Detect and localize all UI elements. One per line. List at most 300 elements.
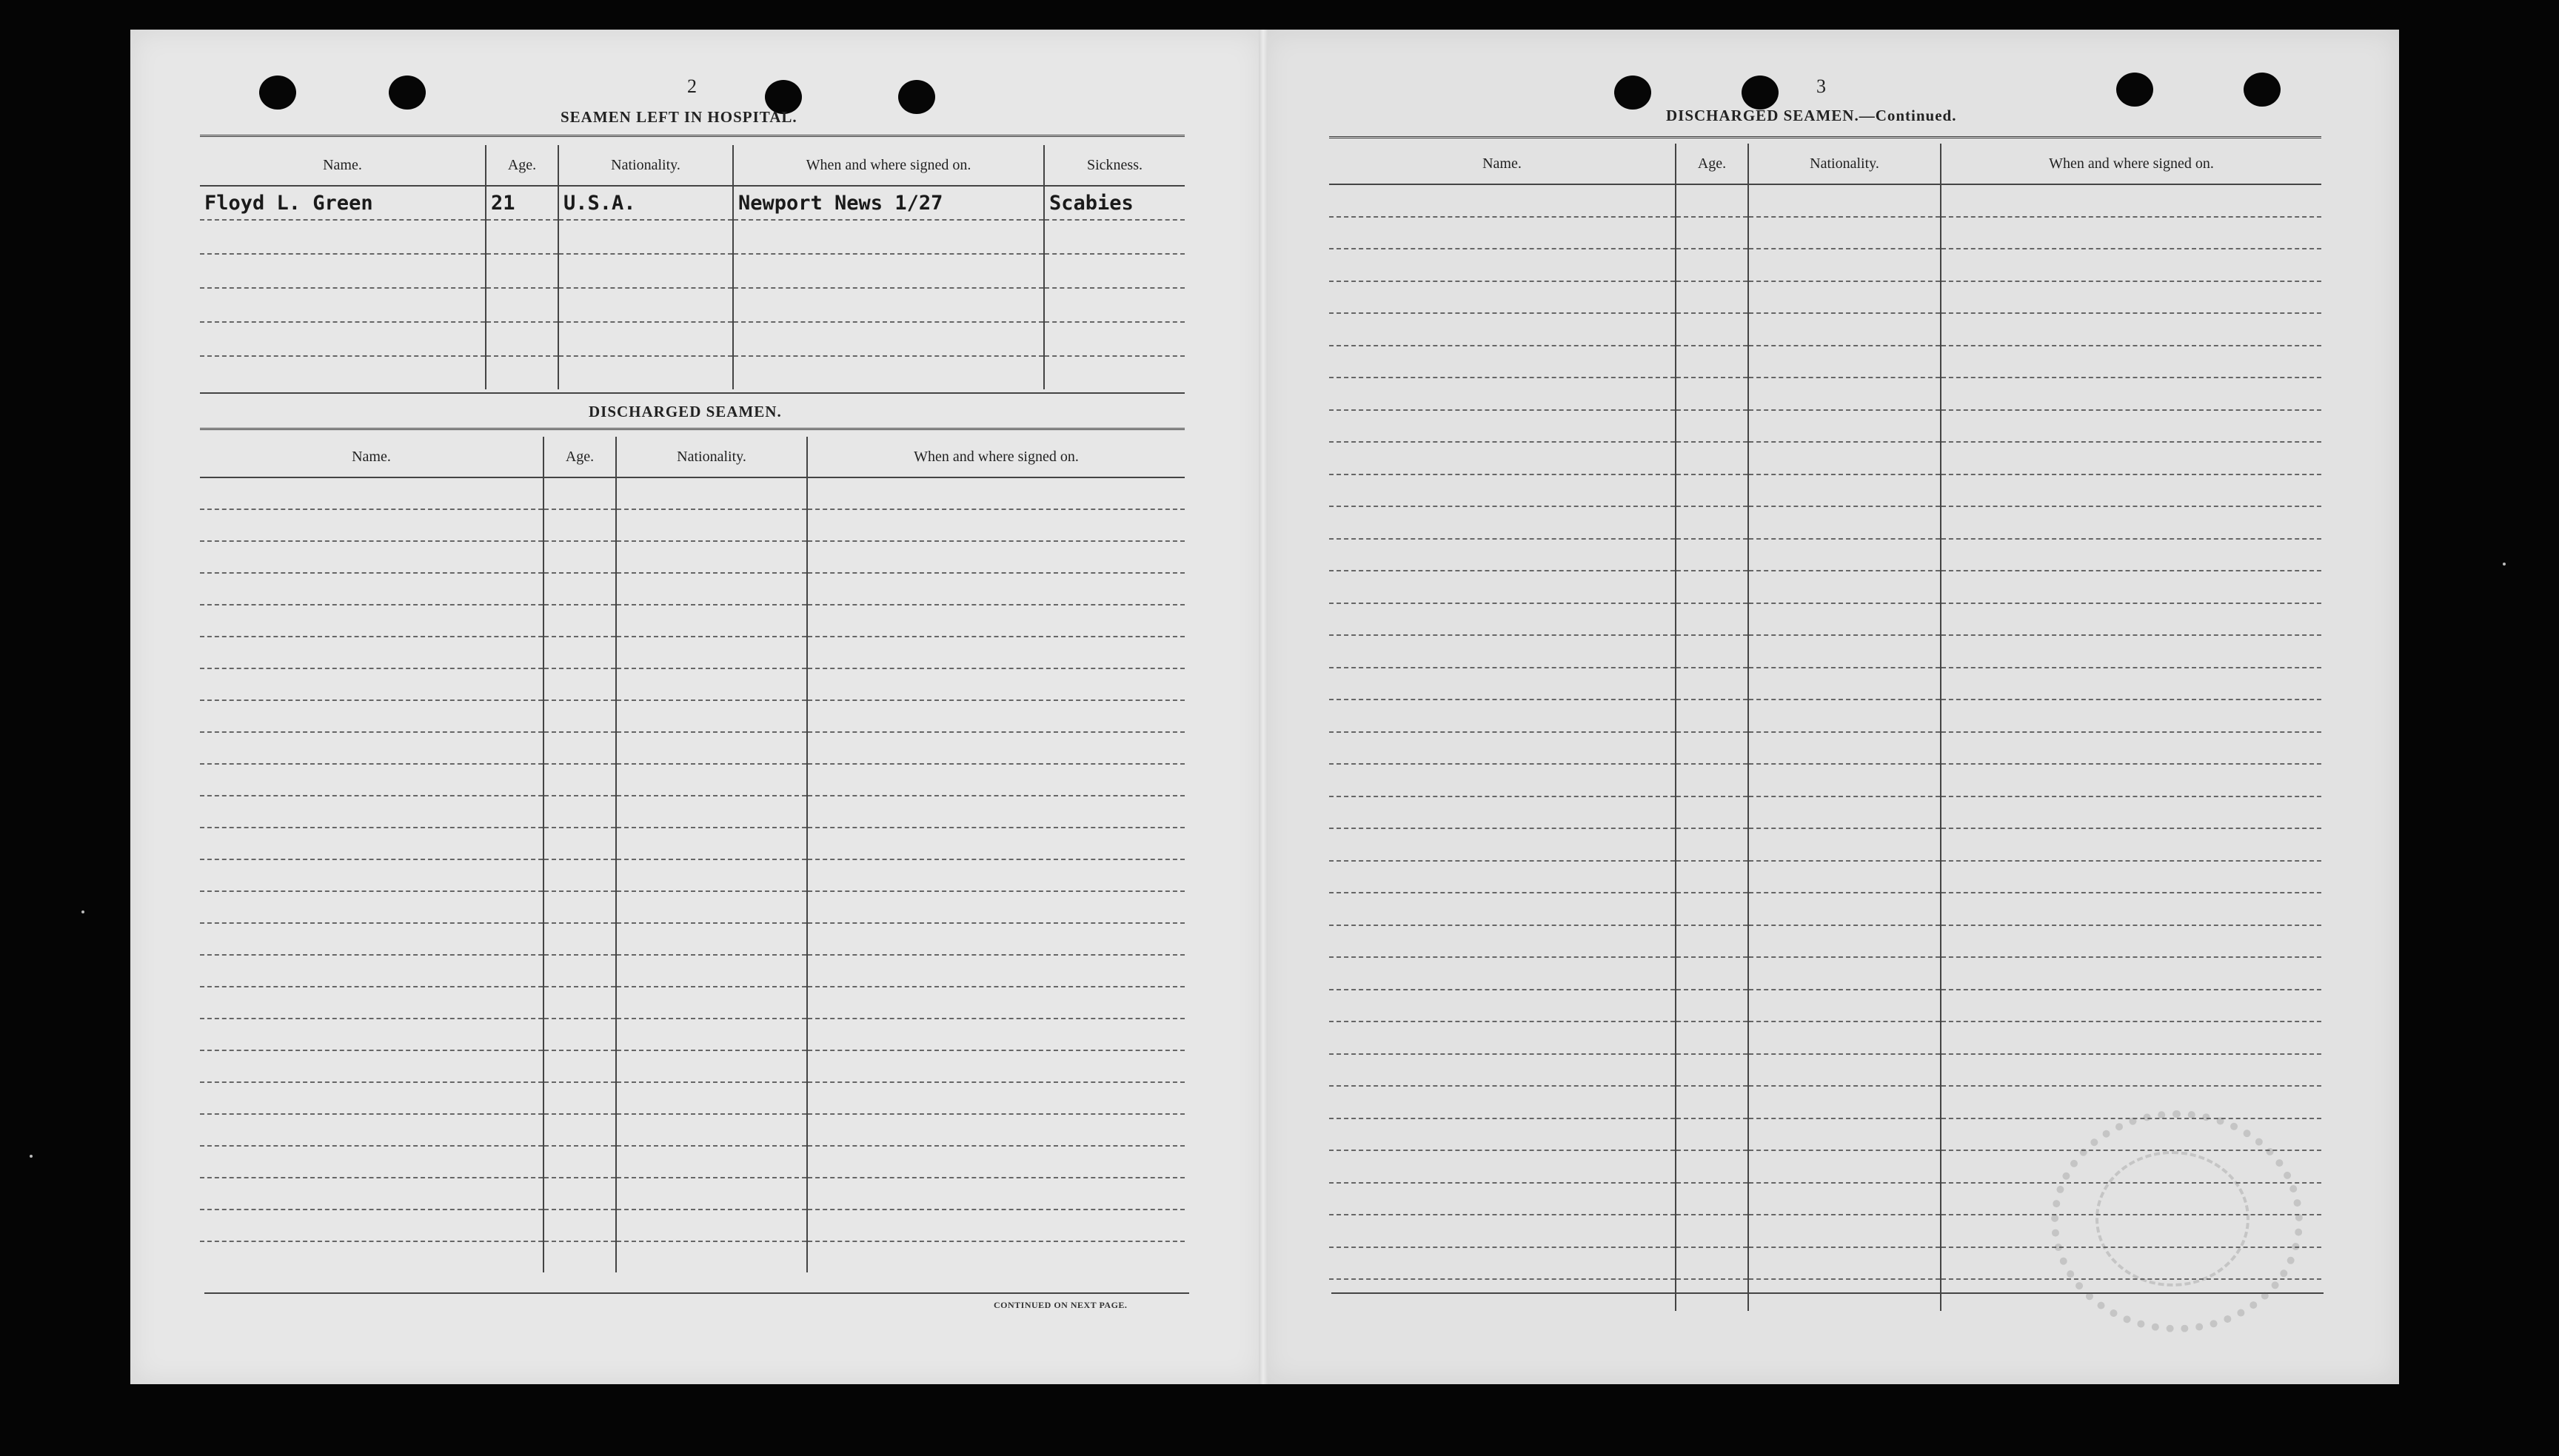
table-row (200, 637, 1185, 668)
page-number: 3 (1816, 76, 1826, 97)
table-cell (1329, 1247, 1676, 1280)
table-cell (1748, 506, 1941, 539)
table-cell (1329, 861, 1676, 893)
hospital-table (200, 145, 1185, 389)
table-cell (200, 1210, 543, 1241)
table-cell (486, 322, 558, 356)
table-row (200, 1178, 1185, 1210)
table-cell (807, 1241, 1185, 1272)
table-row (200, 1082, 1185, 1114)
table-cell (1329, 1054, 1676, 1087)
column-header: Nationality. (1748, 144, 1941, 184)
table-cell (1329, 893, 1676, 925)
table-cell (616, 700, 807, 732)
column-header: Name. (200, 437, 543, 477)
table-cell (1676, 474, 1748, 507)
table-row (200, 1146, 1185, 1178)
table-cell (1329, 1021, 1676, 1054)
table-cell (1676, 700, 1748, 732)
table-cell (1676, 249, 1748, 281)
table-cell (1676, 990, 1748, 1022)
table-cell (1748, 668, 1941, 700)
table-cell (807, 1019, 1185, 1050)
table-cell (1941, 796, 2321, 829)
table-cell (1676, 1150, 1748, 1183)
table-cell (1329, 635, 1676, 668)
table-cell (558, 288, 733, 322)
table-cell (200, 605, 543, 637)
table-cell (543, 477, 616, 509)
table-row (1329, 668, 2321, 700)
table-cell (200, 955, 543, 987)
table-cell (1329, 1150, 1676, 1183)
table-cell (200, 1114, 543, 1146)
table-cell (733, 254, 1044, 288)
table-cell (543, 605, 616, 637)
table-cell (543, 541, 616, 573)
table-cell (616, 1082, 807, 1114)
table-row (200, 477, 1185, 509)
table-cell (1941, 732, 2321, 765)
table-cell (558, 322, 733, 356)
table-cell (1748, 635, 1941, 668)
table-cell (807, 732, 1185, 764)
table-cell (1748, 957, 1941, 990)
table-cell (807, 859, 1185, 891)
table-cell (1044, 288, 1185, 322)
table-row (200, 356, 1185, 389)
table-cell (1329, 957, 1676, 990)
table-cell (1676, 313, 1748, 346)
table-row (200, 186, 1185, 220)
table-cell (1941, 217, 2321, 249)
punch-hole-icon (1614, 76, 1651, 110)
table-cell: Scabies (1044, 186, 1185, 220)
table-cell (200, 700, 543, 732)
table-row (200, 288, 1185, 322)
table-cell (616, 1019, 807, 1050)
table-cell (558, 220, 733, 254)
table-cell (1748, 1086, 1941, 1118)
table-cell (807, 605, 1185, 637)
table-cell (558, 254, 733, 288)
table-row (200, 1210, 1185, 1241)
table-cell (1748, 1150, 1941, 1183)
table-cell (1941, 925, 2321, 958)
table-cell (807, 828, 1185, 859)
table-cell (486, 220, 558, 254)
table-cell (616, 668, 807, 700)
table-cell (616, 1114, 807, 1146)
table-cell (1748, 1215, 1941, 1247)
table-cell (200, 668, 543, 700)
table-cell (1676, 1054, 1748, 1087)
table-cell (733, 220, 1044, 254)
table-row (200, 987, 1185, 1019)
table-cell: Floyd L. Green (200, 186, 486, 220)
column-header: Sickness. (1044, 145, 1185, 186)
table-cell (200, 573, 543, 605)
table-cell (807, 923, 1185, 955)
table-row (1329, 346, 2321, 378)
table-row (1329, 184, 2321, 217)
table-cell (1941, 635, 2321, 668)
table-row (1329, 410, 2321, 443)
table-row (1329, 828, 2321, 861)
table-cell (543, 955, 616, 987)
table-cell (1329, 474, 1676, 507)
table-cell (616, 605, 807, 637)
punch-hole-icon (1742, 76, 1779, 110)
table-cell (807, 1050, 1185, 1082)
table-cell (1941, 313, 2321, 346)
table-row (1329, 861, 2321, 893)
table-cell (543, 923, 616, 955)
table-cell (1941, 249, 2321, 281)
table-cell (1676, 1118, 1748, 1151)
table-cell (1044, 220, 1185, 254)
table-cell (1676, 506, 1748, 539)
table-cell (1748, 184, 1941, 217)
table-cell (1676, 184, 1748, 217)
table-cell (807, 955, 1185, 987)
table-cell (543, 891, 616, 923)
table-cell (807, 1146, 1185, 1178)
table-row (1329, 732, 2321, 765)
table-cell (807, 700, 1185, 732)
table-cell (200, 254, 486, 288)
table-cell (616, 764, 807, 796)
table-cell (1329, 1086, 1676, 1118)
table-cell (543, 509, 616, 541)
table-cell (543, 828, 616, 859)
table-row (200, 764, 1185, 796)
table-cell (1329, 668, 1676, 700)
table-cell (200, 828, 543, 859)
table-cell (543, 1146, 616, 1178)
table-cell (1044, 254, 1185, 288)
table-cell (1329, 249, 1676, 281)
punch-hole-icon (2116, 73, 2153, 107)
table-cell (1329, 1279, 1676, 1311)
table-row (1329, 635, 2321, 668)
table-cell (1676, 796, 1748, 829)
table-cell (1941, 346, 2321, 378)
table-row (200, 923, 1185, 955)
table-cell (1748, 700, 1941, 732)
table-cell (1044, 322, 1185, 356)
table-cell (1748, 1279, 1941, 1311)
table-cell (1748, 378, 1941, 410)
table-cell (807, 1178, 1185, 1210)
table-cell (807, 668, 1185, 700)
table-cell (1676, 1279, 1748, 1311)
column-header: Age. (543, 437, 616, 477)
punch-hole-icon (2244, 73, 2281, 107)
table-cell (1329, 217, 1676, 249)
table-cell (1748, 796, 1941, 829)
table-cell (1676, 1086, 1748, 1118)
table-cell (1748, 281, 1941, 314)
table-cell (1329, 506, 1676, 539)
table-cell (200, 891, 543, 923)
table-cell (1748, 1247, 1941, 1280)
table-cell (1941, 474, 2321, 507)
table-cell (1329, 828, 1676, 861)
divider (1329, 136, 2321, 141)
table-cell (1748, 313, 1941, 346)
table-cell (486, 254, 558, 288)
table-cell (807, 1114, 1185, 1146)
faded-stamp-seal (2051, 1110, 2303, 1332)
table-cell (1329, 313, 1676, 346)
table-cell (1329, 346, 1676, 378)
table-row (1329, 313, 2321, 346)
table-row (200, 828, 1185, 859)
table-cell (1748, 474, 1941, 507)
table-cell (616, 828, 807, 859)
table-cell (1748, 1118, 1941, 1151)
punch-hole-icon (389, 76, 426, 110)
table-cell (1941, 1021, 2321, 1054)
page-fold (1259, 30, 1268, 1384)
table-cell (200, 288, 486, 322)
table-cell (1941, 764, 2321, 796)
discharged-table (200, 437, 1185, 1272)
table-cell (543, 637, 616, 668)
table-row (1329, 796, 2321, 829)
table-cell (1676, 603, 1748, 636)
table-row (200, 859, 1185, 891)
table-cell (558, 356, 733, 389)
table-cell (807, 987, 1185, 1019)
table-cell (733, 356, 1044, 389)
table-cell (1676, 217, 1748, 249)
table-cell (616, 541, 807, 573)
table-cell (616, 509, 807, 541)
table-cell (543, 732, 616, 764)
table-cell (543, 1114, 616, 1146)
table-cell (616, 732, 807, 764)
table-cell (616, 477, 807, 509)
table-cell (616, 891, 807, 923)
table-cell (1748, 217, 1941, 249)
table-row (200, 605, 1185, 637)
table-cell (200, 220, 486, 254)
table-row (1329, 893, 2321, 925)
table-cell (1676, 410, 1748, 443)
table-cell (1941, 668, 2321, 700)
table-cell (1941, 893, 2321, 925)
table-row (200, 220, 1185, 254)
table-cell (1748, 571, 1941, 603)
table-row (200, 955, 1185, 987)
table-cell (1748, 893, 1941, 925)
table-cell (543, 1241, 616, 1272)
table-cell (543, 859, 616, 891)
table-cell (1941, 603, 2321, 636)
table-cell (616, 1050, 807, 1082)
table-cell (200, 764, 543, 796)
table-cell: 21 (486, 186, 558, 220)
table-row (200, 509, 1185, 541)
column-header: Nationality. (616, 437, 807, 477)
table-row (200, 700, 1185, 732)
table-cell (807, 796, 1185, 828)
table-cell (1676, 378, 1748, 410)
table-cell (200, 637, 543, 668)
table-row (1329, 700, 2321, 732)
table-row (200, 1241, 1185, 1272)
table-cell (1941, 184, 2321, 217)
table-cell (1941, 410, 2321, 443)
table-cell (1676, 861, 1748, 893)
table-cell (1044, 356, 1185, 389)
table-row (200, 1114, 1185, 1146)
column-header: Name. (200, 145, 486, 186)
table-cell (1748, 925, 1941, 958)
table-cell: U.S.A. (558, 186, 733, 220)
table-cell (807, 1210, 1185, 1241)
table-cell (1329, 700, 1676, 732)
column-header: When and where signed on. (1941, 144, 2321, 184)
table-cell (733, 288, 1044, 322)
table-row (1329, 571, 2321, 603)
table-cell (200, 1050, 543, 1082)
divider (200, 135, 1185, 139)
table-cell (200, 477, 543, 509)
table-cell (807, 637, 1185, 668)
column-header: When and where signed on. (733, 145, 1044, 186)
column-header: Nationality. (558, 145, 733, 186)
table-cell (616, 573, 807, 605)
table-cell (1941, 700, 2321, 732)
table-cell (616, 1241, 807, 1272)
table-cell (200, 322, 486, 356)
table-cell (1748, 539, 1941, 571)
table-cell (1329, 1183, 1676, 1215)
table-cell (1676, 1021, 1748, 1054)
table-cell (1329, 1215, 1676, 1247)
table-cell (1748, 732, 1941, 765)
table-row (1329, 217, 2321, 249)
divider (200, 392, 1185, 394)
table-cell (543, 700, 616, 732)
table-cell (1941, 378, 2321, 410)
table-cell (543, 1050, 616, 1082)
table-cell (1748, 410, 1941, 443)
table-cell (1941, 571, 2321, 603)
table-cell (616, 923, 807, 955)
table-cell (1676, 539, 1748, 571)
table-cell (1676, 893, 1748, 925)
table-cell (1329, 1118, 1676, 1151)
table-cell (543, 987, 616, 1019)
table-cell (1329, 571, 1676, 603)
table-cell (200, 541, 543, 573)
table-cell (543, 668, 616, 700)
table-cell (1676, 1215, 1748, 1247)
table-cell (200, 1146, 543, 1178)
page-number: 2 (687, 76, 697, 97)
table-cell (1676, 668, 1748, 700)
table-cell (1329, 796, 1676, 829)
table-cell (1748, 764, 1941, 796)
table-cell (1676, 1183, 1748, 1215)
table-cell (1941, 539, 2321, 571)
table-cell (200, 1241, 543, 1272)
table-row (1329, 474, 2321, 507)
table-cell (200, 509, 543, 541)
column-header: Age. (1676, 144, 1748, 184)
table-row (1329, 603, 2321, 636)
table-row (1329, 281, 2321, 314)
table-row (1329, 539, 2321, 571)
table-cell (1748, 1021, 1941, 1054)
table-row (1329, 764, 2321, 796)
table-cell (616, 1210, 807, 1241)
table-cell (1748, 1183, 1941, 1215)
table-cell (807, 509, 1185, 541)
table-row (200, 541, 1185, 573)
table-cell (200, 1082, 543, 1114)
table-cell (1748, 603, 1941, 636)
table-cell (1748, 442, 1941, 474)
discharged-continued-title: DISCHARGED SEAMEN.—Continued. (1666, 107, 1957, 124)
table-cell (1676, 281, 1748, 314)
table-row (200, 1050, 1185, 1082)
table-row (1329, 957, 2321, 990)
table-row (200, 668, 1185, 700)
table-cell (543, 1178, 616, 1210)
table-cell (1748, 861, 1941, 893)
table-cell (1748, 249, 1941, 281)
table-cell (1329, 732, 1676, 765)
table-cell (1329, 603, 1676, 636)
table-cell (1676, 764, 1748, 796)
table-cell (807, 764, 1185, 796)
table-cell (1329, 925, 1676, 958)
table-cell (1676, 571, 1748, 603)
table-cell (616, 1146, 807, 1178)
table-cell (807, 541, 1185, 573)
table-row (1329, 506, 2321, 539)
hospital-section-title: SEAMEN LEFT IN HOSPITAL. (561, 108, 797, 126)
dust-speck (81, 910, 84, 913)
table-cell (200, 1019, 543, 1050)
table-cell (1329, 378, 1676, 410)
table-cell (1941, 1054, 2321, 1087)
table-cell (1329, 442, 1676, 474)
table-cell (200, 859, 543, 891)
discharged-section-title: DISCHARGED SEAMEN. (589, 403, 782, 420)
table-cell (807, 573, 1185, 605)
table-cell (1329, 764, 1676, 796)
table-cell (1676, 1247, 1748, 1280)
punch-hole-icon (259, 76, 296, 110)
table-cell (1676, 828, 1748, 861)
table-cell (616, 987, 807, 1019)
table-cell (486, 356, 558, 389)
table-cell (1329, 184, 1676, 217)
column-header: Name. (1329, 144, 1676, 184)
table-cell (1676, 442, 1748, 474)
table-cell (616, 859, 807, 891)
column-header: When and where signed on. (807, 437, 1185, 477)
table-cell (1676, 732, 1748, 765)
table-cell (616, 637, 807, 668)
punch-hole-icon (898, 80, 935, 114)
